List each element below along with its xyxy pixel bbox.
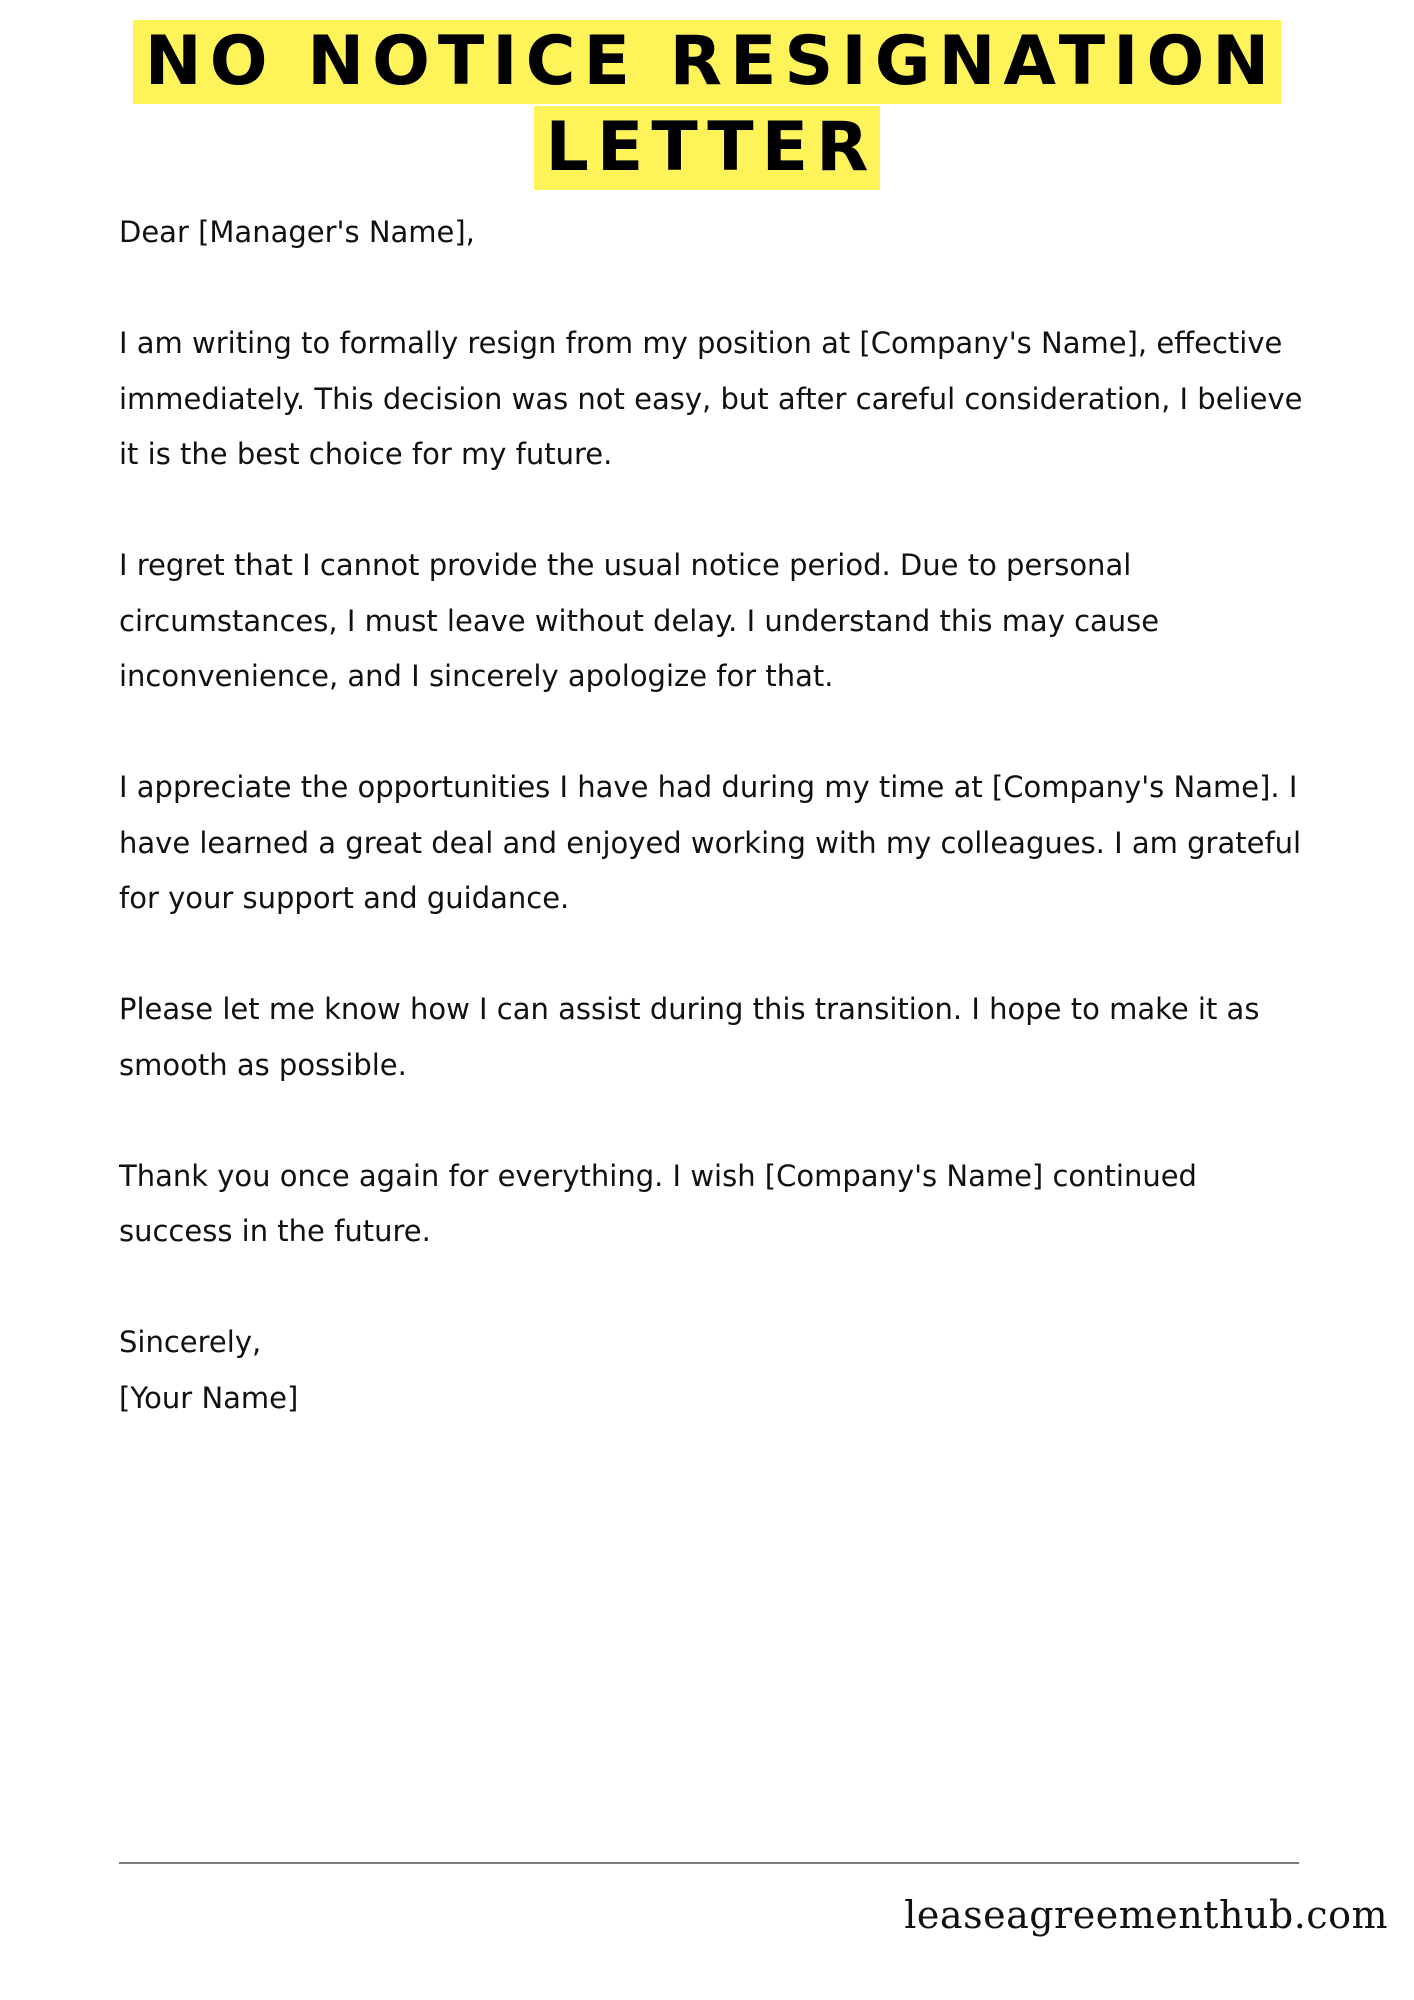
closing: Sincerely,: [119, 1325, 262, 1359]
paragraph-1: I am writing to formally resign from my position at [Company's Name], effective immediately. This decision was not easy, but after careful consideration, I believe it is the best choice for my future.: [119, 326, 1303, 471]
letter-body: [119, 205, 1319, 1426]
paragraph-4: Please let me know how I can assist during this transition. I hope to make it as smooth as possible.: [119, 992, 1260, 1082]
title-line-2: LETTER: [534, 106, 881, 190]
paragraph-5: Thank you once again for everything. I wish [Company's Name] continued success in the future.: [119, 1158, 1197, 1248]
footer-website: leaseagreementhub.com: [904, 1893, 1388, 1937]
footer-divider: [119, 1862, 1299, 1864]
title-line-1: NO NOTICE RESIGNATION: [133, 20, 1281, 104]
signature: [Your Name]: [119, 1380, 299, 1415]
page-title: [0, 20, 1414, 190]
paragraph-3: I appreciate the opportunities I have had during my time at [Company's Name]. I have learned a great deal and enjoyed working with my colleagues. I am grateful for your support and guidance.: [119, 770, 1302, 915]
salutation: Dear [Manager's Name],: [119, 215, 475, 249]
paragraph-2: I regret that I cannot provide the usual notice period. Due to personal circumstances, I must leave without delay. I understand this may cause inconvenience, and I sincerely apologize for that.: [119, 548, 1160, 693]
